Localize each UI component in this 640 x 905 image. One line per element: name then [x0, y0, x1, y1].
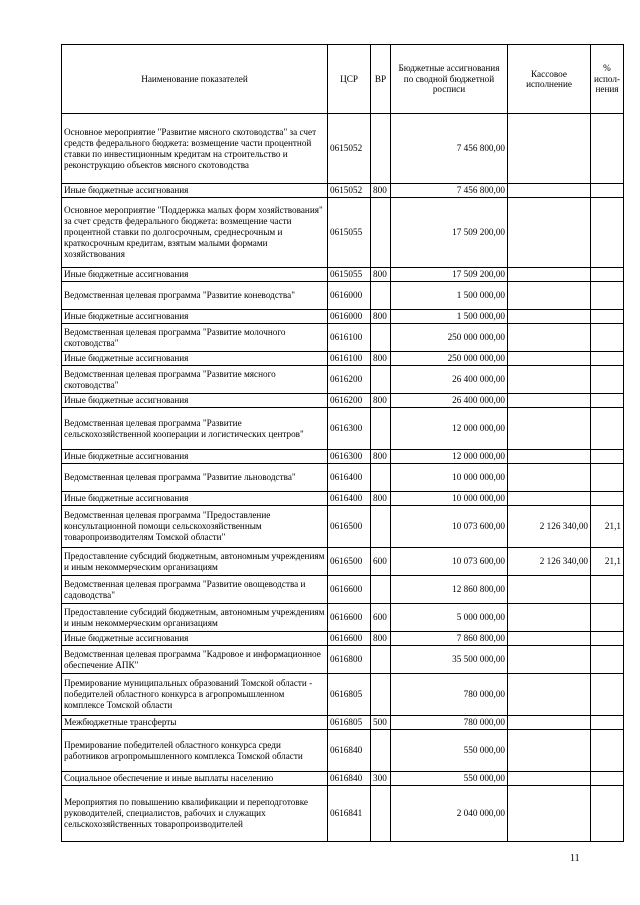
- cell-name: Иные бюджетные ассигнования: [62, 310, 328, 324]
- cell-budget: 1 500 000,00: [391, 310, 508, 324]
- cell-vr: [371, 674, 391, 716]
- header-row: [62, 45, 624, 114]
- cell-pct: [591, 366, 624, 394]
- cell-name: Ведомственная целевая программа "Развитие мясного скотоводства": [62, 366, 328, 394]
- cell-cash: [508, 268, 591, 282]
- cell-budget: 550 000,00: [391, 772, 508, 786]
- cell-cash: [508, 786, 591, 842]
- table-row: [62, 394, 624, 408]
- cell-vr: 800: [371, 492, 391, 506]
- table-row: [62, 366, 624, 394]
- cell-csr: 0616500: [328, 548, 371, 576]
- cell-vr: [371, 464, 391, 492]
- cell-name: Ведомственная целевая программа "Развитие льноводства": [62, 464, 328, 492]
- cell-pct: [591, 464, 624, 492]
- cell-budget: 250 000 000,00: [391, 352, 508, 366]
- cell-name: Ведомственная целевая программа "Развитие сельскохозяйственной кооперации и логистических центров": [62, 408, 328, 450]
- cell-pct: [591, 772, 624, 786]
- cell-pct: [591, 184, 624, 198]
- cell-vr: [371, 646, 391, 674]
- cell-csr: 0616600: [328, 632, 371, 646]
- cell-csr: 0616300: [328, 408, 371, 450]
- table-row: [62, 352, 624, 366]
- cell-csr: 0615052: [328, 184, 371, 198]
- cell-pct: [591, 632, 624, 646]
- cell-pct: [591, 394, 624, 408]
- cell-vr: 300: [371, 772, 391, 786]
- cell-budget: 10 000 000,00: [391, 492, 508, 506]
- cell-csr: 0616000: [328, 310, 371, 324]
- cell-pct: [591, 604, 624, 632]
- cell-csr: 0616840: [328, 772, 371, 786]
- cell-name: Ведомственная целевая программа "Развитие молочного скотоводства": [62, 324, 328, 352]
- cell-budget: 2 040 000,00: [391, 786, 508, 842]
- cell-cash: [508, 198, 591, 268]
- table-row: [62, 548, 624, 576]
- cell-cash: [508, 492, 591, 506]
- cell-name: Иные бюджетные ассигнования: [62, 184, 328, 198]
- cell-cash: [508, 114, 591, 184]
- cell-pct: [591, 450, 624, 464]
- table-row: [62, 324, 624, 352]
- cell-csr: 0616805: [328, 716, 371, 730]
- cell-cash: [508, 464, 591, 492]
- cell-vr: [371, 324, 391, 352]
- cell-name: Иные бюджетные ассигнования: [62, 632, 328, 646]
- cell-name: Иные бюджетные ассигнования: [62, 394, 328, 408]
- cell-cash: [508, 310, 591, 324]
- table-row: [62, 506, 624, 548]
- header-csr: ЦСР: [328, 45, 371, 114]
- table-row: [62, 408, 624, 450]
- table-body: [62, 114, 624, 842]
- cell-name: Премирование муниципальных образований Томской области - победителей областного конкурса в агропромышленном комплексе Томской области: [62, 674, 328, 716]
- cell-cash: [508, 282, 591, 310]
- cell-name: Иные бюджетные ассигнования: [62, 450, 328, 464]
- cell-name: Ведомственная целевая программа "Предоставление консультационной помощи сельскохозяйственным товаропроизводителям Томской области": [62, 506, 328, 548]
- header-pct: % испол-нения: [591, 45, 624, 114]
- cell-pct: [591, 576, 624, 604]
- cell-vr: 500: [371, 716, 391, 730]
- cell-name: Предоставление субсидий бюджетным, автономным учреждениям и иным некоммерческим организациям: [62, 604, 328, 632]
- cell-pct: [591, 114, 624, 184]
- page-number: 11: [570, 853, 580, 864]
- cell-pct: [591, 352, 624, 366]
- cell-csr: 0616100: [328, 324, 371, 352]
- cell-name: Иные бюджетные ассигнования: [62, 352, 328, 366]
- cell-cash: [508, 352, 591, 366]
- cell-budget: 10 073 600,00: [391, 506, 508, 548]
- cell-csr: 0616400: [328, 464, 371, 492]
- cell-cash: 2 126 340,00: [508, 506, 591, 548]
- cell-cash: [508, 772, 591, 786]
- table-row: [62, 646, 624, 674]
- cell-budget: 7 456 800,00: [391, 184, 508, 198]
- cell-vr: [371, 506, 391, 548]
- cell-csr: 0615052: [328, 114, 371, 184]
- cell-cash: [508, 716, 591, 730]
- cell-pct: [591, 674, 624, 716]
- table-row: [62, 492, 624, 506]
- cell-cash: [508, 576, 591, 604]
- table-row: [62, 786, 624, 842]
- cell-vr: [371, 730, 391, 772]
- cell-vr: 800: [371, 310, 391, 324]
- cell-budget: 26 400 000,00: [391, 394, 508, 408]
- table-row: [62, 772, 624, 786]
- cell-csr: 0615055: [328, 268, 371, 282]
- cell-budget: 10 000 000,00: [391, 464, 508, 492]
- cell-budget: 26 400 000,00: [391, 366, 508, 394]
- cell-pct: [591, 730, 624, 772]
- cell-cash: [508, 646, 591, 674]
- cell-budget: 12 000 000,00: [391, 408, 508, 450]
- cell-budget: 12 860 800,00: [391, 576, 508, 604]
- table-row: [62, 114, 624, 184]
- cell-cash: [508, 632, 591, 646]
- cell-cash: [508, 730, 591, 772]
- cell-vr: [371, 282, 391, 310]
- cell-vr: 800: [371, 394, 391, 408]
- cell-cash: [508, 408, 591, 450]
- cell-vr: [371, 786, 391, 842]
- header-budget: Бюджетные ассигнования по сводной бюджетной росписи: [391, 45, 508, 114]
- cell-cash: [508, 184, 591, 198]
- cell-budget: 7 456 800,00: [391, 114, 508, 184]
- cell-name: Иные бюджетные ассигнования: [62, 492, 328, 506]
- cell-cash: 2 126 340,00: [508, 548, 591, 576]
- table-row: [62, 576, 624, 604]
- table-row: [62, 282, 624, 310]
- cell-vr: 800: [371, 184, 391, 198]
- cell-budget: 550 000,00: [391, 730, 508, 772]
- cell-csr: 0616100: [328, 352, 371, 366]
- cell-budget: 250 000 000,00: [391, 324, 508, 352]
- cell-vr: 800: [371, 352, 391, 366]
- cell-csr: 0616000: [328, 282, 371, 310]
- cell-csr: 0616200: [328, 366, 371, 394]
- cell-budget: 10 073 600,00: [391, 548, 508, 576]
- table-row: [62, 310, 624, 324]
- cell-name: Предоставление субсидий бюджетным, автономным учреждениям и иным некоммерческим организациям: [62, 548, 328, 576]
- cell-pct: [591, 716, 624, 730]
- cell-vr: 600: [371, 604, 391, 632]
- cell-csr: 0616500: [328, 506, 371, 548]
- cell-csr: 0616805: [328, 674, 371, 716]
- cell-budget: 5 000 000,00: [391, 604, 508, 632]
- cell-budget: 1 500 000,00: [391, 282, 508, 310]
- cell-csr: 0616600: [328, 604, 371, 632]
- cell-csr: 0615055: [328, 198, 371, 268]
- cell-vr: 600: [371, 548, 391, 576]
- cell-pct: [591, 786, 624, 842]
- cell-name: Социальное обеспечение и иные выплаты населению: [62, 772, 328, 786]
- cell-vr: 800: [371, 268, 391, 282]
- table-row: [62, 730, 624, 772]
- cell-name: Премирование победителей областного конкурса среди работников агропромышленного комплекса Томской области: [62, 730, 328, 772]
- table-row: [62, 464, 624, 492]
- cell-name: Мероприятия по повышению квалификации и переподготовке руководителей, специалистов, рабочих и служащих сельскохозяйственных товаропроизводителей: [62, 786, 328, 842]
- cell-name: Иные бюджетные ассигнования: [62, 268, 328, 282]
- cell-csr: 0616400: [328, 492, 371, 506]
- cell-pct: [591, 646, 624, 674]
- cell-budget: 12 000 000,00: [391, 450, 508, 464]
- cell-cash: [508, 324, 591, 352]
- cell-vr: 800: [371, 450, 391, 464]
- cell-pct: [591, 198, 624, 268]
- cell-cash: [508, 394, 591, 408]
- cell-pct: [591, 324, 624, 352]
- cell-vr: [371, 366, 391, 394]
- table-row: [62, 450, 624, 464]
- cell-pct: [591, 282, 624, 310]
- header-name: Наименование показателей: [62, 45, 328, 114]
- cell-budget: 17 509 200,00: [391, 198, 508, 268]
- cell-pct: [591, 492, 624, 506]
- cell-cash: [508, 366, 591, 394]
- cell-name: Ведомственная целевая программа "Развитие овощеводства и садоводства": [62, 576, 328, 604]
- cell-csr: 0616600: [328, 576, 371, 604]
- table-row: [62, 184, 624, 198]
- header-vr: ВР: [371, 45, 391, 114]
- table-row: [62, 604, 624, 632]
- cell-pct: [591, 310, 624, 324]
- cell-csr: 0616840: [328, 730, 371, 772]
- cell-csr: 0616200: [328, 394, 371, 408]
- cell-budget: 780 000,00: [391, 716, 508, 730]
- cell-budget: 35 500 000,00: [391, 646, 508, 674]
- table-row: [62, 198, 624, 268]
- cell-budget: 780 000,00: [391, 674, 508, 716]
- cell-pct: [591, 268, 624, 282]
- cell-pct: [591, 408, 624, 450]
- cell-vr: [371, 576, 391, 604]
- header-cash: Кассовое исполнение: [508, 45, 591, 114]
- cell-cash: [508, 450, 591, 464]
- cell-pct: 21,1: [591, 506, 624, 548]
- cell-cash: [508, 604, 591, 632]
- cell-vr: [371, 198, 391, 268]
- cell-name: Межбюджетные трансферты: [62, 716, 328, 730]
- table-row: [62, 674, 624, 716]
- budget-table: [61, 44, 624, 842]
- cell-csr: 0616841: [328, 786, 371, 842]
- table-row: [62, 268, 624, 282]
- cell-cash: [508, 674, 591, 716]
- cell-name: Основное мероприятие "Развитие мясного скотоводства" за счет средств федерального бюджета: возмещение части процентной ставки по инвестиционным кредитам на строительство и реконструкцию объектов мясного скотоводства: [62, 114, 328, 184]
- cell-budget: 7 860 800,00: [391, 632, 508, 646]
- cell-vr: [371, 408, 391, 450]
- cell-vr: 800: [371, 632, 391, 646]
- cell-csr: 0616800: [328, 646, 371, 674]
- cell-pct: 21,1: [591, 548, 624, 576]
- table-row: [62, 716, 624, 730]
- cell-name: Основное мероприятие "Поддержка малых форм хозяйствования" за счет средств федерального бюджета: возмещение части процентной ставки по долгосрочным, среднесрочным и краткосрочным кредитам, взятым малыми формами хозяйствования: [62, 198, 328, 268]
- table-row: [62, 632, 624, 646]
- cell-vr: [371, 114, 391, 184]
- cell-name: Ведомственная целевая программа "Развитие коневодства": [62, 282, 328, 310]
- cell-name: Ведомственная целевая программа "Кадровое и информационное обеспечение АПК": [62, 646, 328, 674]
- cell-csr: 0616300: [328, 450, 371, 464]
- cell-budget: 17 509 200,00: [391, 268, 508, 282]
